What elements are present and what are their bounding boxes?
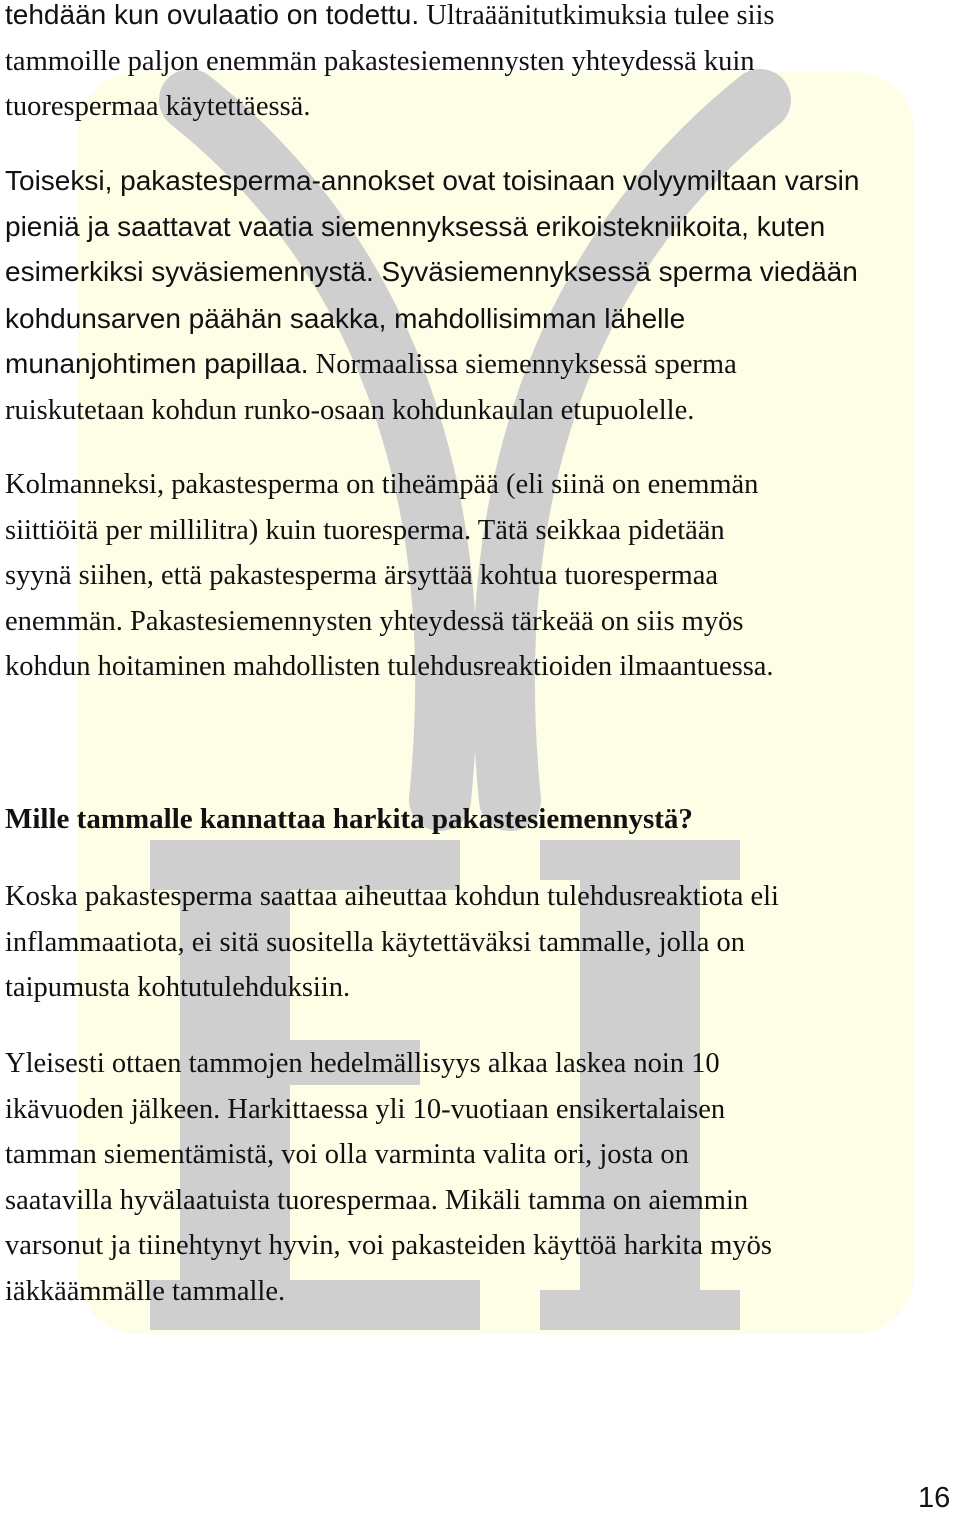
text-segment: munanjohtimen papillaa. (5, 348, 309, 379)
text-line: Toiseksi, pakastesperma-annokset ovat toisinaan volyymiltaan varsin (5, 165, 860, 196)
paragraph-continued (5, 0, 775, 130)
text-line: tamman siementämistä, voi olla varminta valita ori, josta on (5, 1139, 689, 1170)
text-line: enemmän. Pakastesiemennysten yhteydessä tärkeää on siis myös (5, 605, 744, 637)
text-segment: tehdään kun ovulaatio on todettu. (5, 0, 420, 30)
text-segment: Syväsiemennyksessä sperma viedään (373, 256, 858, 287)
text-line: kohdunsarven päähän saakka, mahdollisimman lähelle (5, 302, 686, 334)
text-line: pieniä ja saattavat vaatia siemennyksessä erikoistekniikoita, kuten (5, 210, 826, 242)
paragraph-recommendation (5, 874, 779, 1011)
text-line: ikävuoden jälkeen. Harkittaessa yli 10-vuotiaan ensikertalaisen (5, 1093, 726, 1125)
text-line: varsonut ja tiinehtynyt hyvin, voi pakasteiden käyttöä harkita myös (5, 1230, 772, 1261)
text-line: tuorespermaa käytettäessä. (5, 91, 311, 122)
text-line: Koska pakastesperma saattaa aiheuttaa kohdun tulehdusreaktiota eli (5, 881, 779, 912)
section-heading: Mille tammalle kannattaa harkita pakastesiemennystä? (5, 803, 693, 835)
text-line: taipumusta kohtutulehduksiin. (5, 972, 351, 1003)
text-segment: Ultraäänitutkimuksia tulee siis (419, 0, 775, 31)
paragraph-fertility-age (5, 1041, 772, 1314)
paragraph-third-reason (5, 462, 774, 690)
text-line: inflammaatiota, ei sitä suositella käytettäväksi tammalle, jolla on (5, 926, 745, 958)
text-segment: Normaalissa siemennyksessä sperma (308, 349, 737, 380)
text-line: ruiskutetaan kohdun runko-osaan kohdunkaulan etupuolelle. (5, 394, 695, 426)
text-segment: esimerkiksi syväsiemennystä. (5, 256, 374, 287)
text-line: iäkkäämmälle tammalle. (5, 1275, 286, 1307)
text-line: syynä siihen, että pakastesperma ärsyttää kohtua tuorespermaa (5, 560, 719, 591)
text-line: Yleisesti ottaen tammojen hedelmällisyys alkaa laskea noin 10 (5, 1048, 720, 1079)
text-line: tammoille paljon enemmän pakastesiemennysten yhteydessä kuin (5, 45, 755, 77)
page-number: 16 (918, 1482, 951, 1514)
text-line: kohdun hoitaminen mahdollisten tulehdusreaktioiden ilmaantuessa. (5, 651, 774, 682)
text-line: siittiöitä per millilitra) kuin tuoresperma. Tätä seikkaa pidetään (5, 514, 725, 546)
text-line: Kolmanneksi, pakastesperma on tiheämpää (eli siinä on enemmän (5, 469, 759, 500)
paragraph-second-reason (5, 158, 859, 433)
text-line: saatavilla hyvälaatuista tuorespermaa. Mikäli tamma on aiemmin (5, 1184, 749, 1216)
